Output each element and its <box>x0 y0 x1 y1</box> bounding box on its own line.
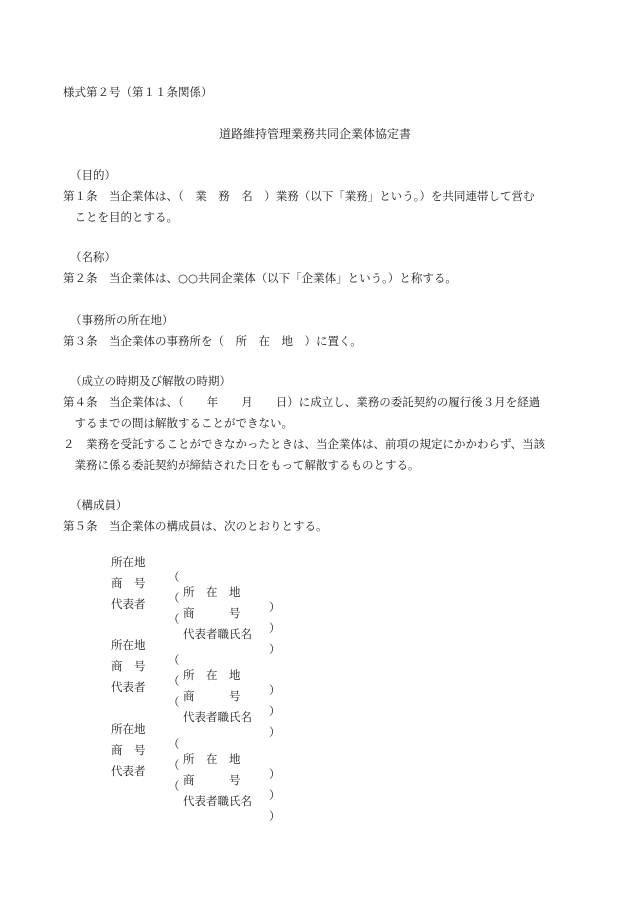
close-paren: ） <box>269 809 281 823</box>
section-heading: （事務所の所在地） <box>70 313 174 327</box>
address-value: 所 在 地 <box>183 752 241 766</box>
trade-name-value: 商 号 <box>183 606 241 620</box>
article-line: 業務に係る委託契約が締結された日をもって解散するものとする。 <box>63 458 420 472</box>
trade-name-label: 商 号 <box>111 743 146 757</box>
close-paren: ） <box>269 683 281 697</box>
address-label: 所在地 <box>111 555 146 569</box>
representative-label: 代表者 <box>111 680 146 694</box>
open-paren: （ <box>168 695 180 709</box>
representative-value: 代表者職氏名 <box>183 794 252 808</box>
document-title: 道路維持管理業務共同企業体協定書 <box>219 127 412 141</box>
article-line: ことを目的とする。 <box>63 210 178 224</box>
open-paren: （ <box>168 591 180 605</box>
open-paren: （ <box>168 758 180 772</box>
close-paren: ） <box>269 725 281 739</box>
open-paren: （ <box>168 612 180 626</box>
article-line: 第２条 当企業体は、○○共同企業体（以下「企業体」という。）と称する。 <box>63 271 457 285</box>
form-number: 様式第２号（第１１条関係） <box>63 85 213 99</box>
representative-label: 代表者 <box>111 597 146 611</box>
open-paren: （ <box>168 779 180 793</box>
close-paren: ） <box>269 642 281 656</box>
address-value: 所 在 地 <box>183 585 241 599</box>
representative-label: 代表者 <box>111 764 146 778</box>
address-value: 所 在 地 <box>183 668 241 682</box>
trade-name-value: 商 号 <box>183 689 241 703</box>
trade-name-label: 商 号 <box>111 576 146 590</box>
section-heading: （名称） <box>70 250 116 264</box>
close-paren: ） <box>269 704 281 718</box>
open-paren: （ <box>168 674 180 688</box>
section-heading: （目的） <box>70 168 116 182</box>
article-line: 第４条 当企業体は、（ 年 月 日）に成立し、業務の委託契約の履行後３月を経過 <box>63 395 541 409</box>
open-paren: （ <box>168 570 180 584</box>
trade-name-value: 商 号 <box>183 773 241 787</box>
article-line: 第５条 当企業体の構成員は、次のとおりとする。 <box>63 519 328 533</box>
address-label: 所在地 <box>111 722 146 736</box>
section-heading: （構成員） <box>70 498 128 512</box>
representative-value: 代表者職氏名 <box>183 710 252 724</box>
close-paren: ） <box>269 788 281 802</box>
article-line: ２ 業務を受託することができなかったときは、当企業体は、前項の規定にかかわらず、当該 <box>63 437 546 451</box>
article-line: 第１条 当企業体は、（ 業 務 名 ）業務（以下「業務」という。）を共同連帯して営む <box>63 189 535 203</box>
section-heading: （成立の時期及び解散の時期） <box>70 374 231 388</box>
representative-value: 代表者職氏名 <box>183 627 252 641</box>
article-line: 第３条 当企業体の事務所を（ 所 在 地 ）に置く。 <box>63 334 362 348</box>
close-paren: ） <box>269 767 281 781</box>
close-paren: ） <box>269 621 281 635</box>
open-paren: （ <box>168 737 180 751</box>
open-paren: （ <box>168 653 180 667</box>
article-line: するまでの間は解散することができない。 <box>63 416 293 430</box>
trade-name-label: 商 号 <box>111 659 146 673</box>
close-paren: ） <box>269 600 281 614</box>
address-label: 所在地 <box>111 638 146 652</box>
